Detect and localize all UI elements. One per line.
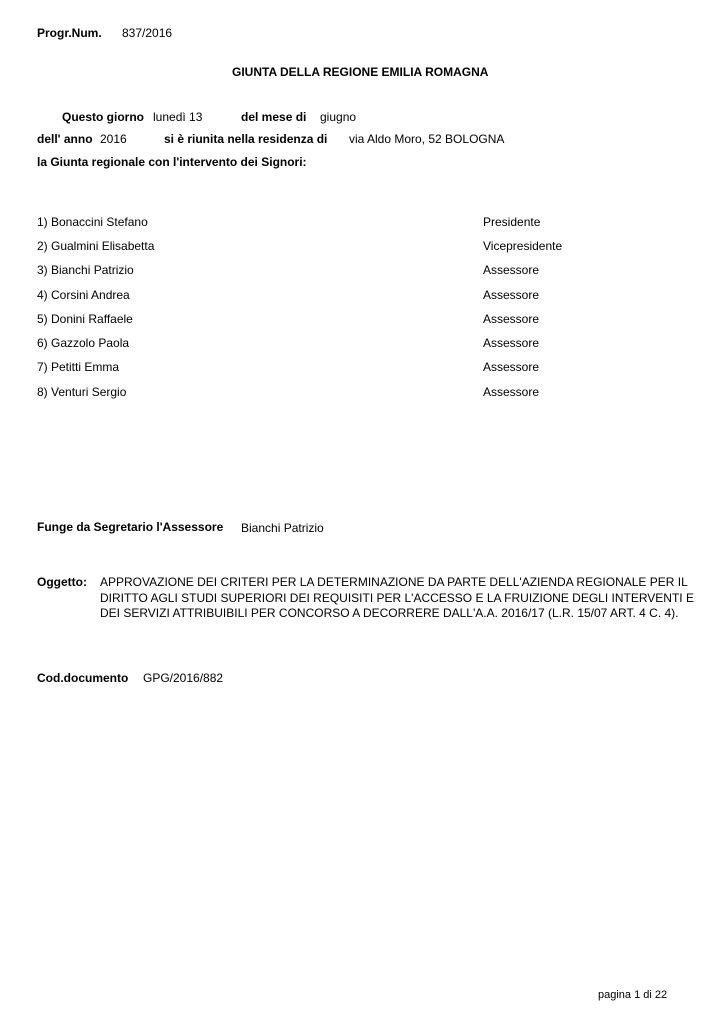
document-title: GIUNTA DELLA REGIONE EMILIA ROMAGNA <box>232 65 489 79</box>
residence-value: via Aldo Moro, 52 BOLOGNA <box>349 132 505 146</box>
member-name: 8) Venturi Sergio <box>37 385 127 399</box>
member-role: Presidente <box>483 215 541 229</box>
member-name: 4) Corsini Andrea <box>37 288 130 302</box>
secretary-label: Funge da Segretario l'Assessore <box>37 520 224 534</box>
member-role: Assessore <box>483 336 540 350</box>
members-intro: la Giunta regionale con l'intervento dei Signori: <box>37 155 307 169</box>
day-value: lunedì 13 <box>153 110 203 124</box>
member-role: Assessore <box>483 288 540 302</box>
subject-label: Oggetto: <box>37 575 87 589</box>
list-item <box>0 336 724 352</box>
member-role: Vicepresidente <box>483 239 563 253</box>
member-name: 6) Gazzolo Paola <box>37 336 130 350</box>
member-name: 5) Donini Raffaele <box>37 312 133 326</box>
progr-num-value: 837/2016 <box>122 26 173 40</box>
list-item <box>0 312 724 328</box>
month-value: giugno <box>320 110 357 124</box>
day-label: Questo giorno <box>62 110 144 124</box>
document-code-label: Cod.documento <box>37 671 129 685</box>
member-name: 7) Petitti Emma <box>37 360 120 374</box>
page-number: pagina 1 di 22 <box>598 989 668 1001</box>
member-role: Assessore <box>483 385 540 399</box>
member-role: Assessore <box>483 360 540 374</box>
month-label: del mese di <box>241 110 307 124</box>
list-item <box>0 288 724 304</box>
document-code-value: GPG/2016/882 <box>143 671 224 685</box>
secretary-value: Bianchi Patrizio <box>241 521 324 535</box>
year-label: dell' anno <box>37 132 93 146</box>
residence-label: si è riunita nella residenza di <box>164 132 328 146</box>
progr-num-label: Progr.Num. <box>37 26 102 40</box>
list-item <box>0 263 724 279</box>
list-item <box>0 385 724 401</box>
list-item <box>0 239 724 255</box>
member-role: Assessore <box>483 312 540 326</box>
member-name: 3) Bianchi Patrizio <box>37 263 134 277</box>
list-item <box>0 215 724 231</box>
member-role: Assessore <box>483 263 540 277</box>
subject-text: APPROVAZIONE DEI CRITERI PER LA DETERMINAZIONE DA PARTE DELL'AZIENDA REGIONALE PER IL DIRITTO AGLI STUDI SUPERIORI DEI REQUISITI PER L'ACCESSO E LA FRUIZIONE DEGLI INTERVENTI E DEI SERVIZI ATTRIBUIBILI PER CONCORSO A DECORRERE DALL'A.A. 2016/17 (L.R. 15/07 ART. 4 C. 4). <box>100 575 694 620</box>
year-value: 2016 <box>100 132 127 146</box>
list-item <box>0 360 724 376</box>
member-name: 2) Gualmini Elisabetta <box>37 239 155 253</box>
member-name: 1) Bonaccini Stefano <box>37 215 148 229</box>
